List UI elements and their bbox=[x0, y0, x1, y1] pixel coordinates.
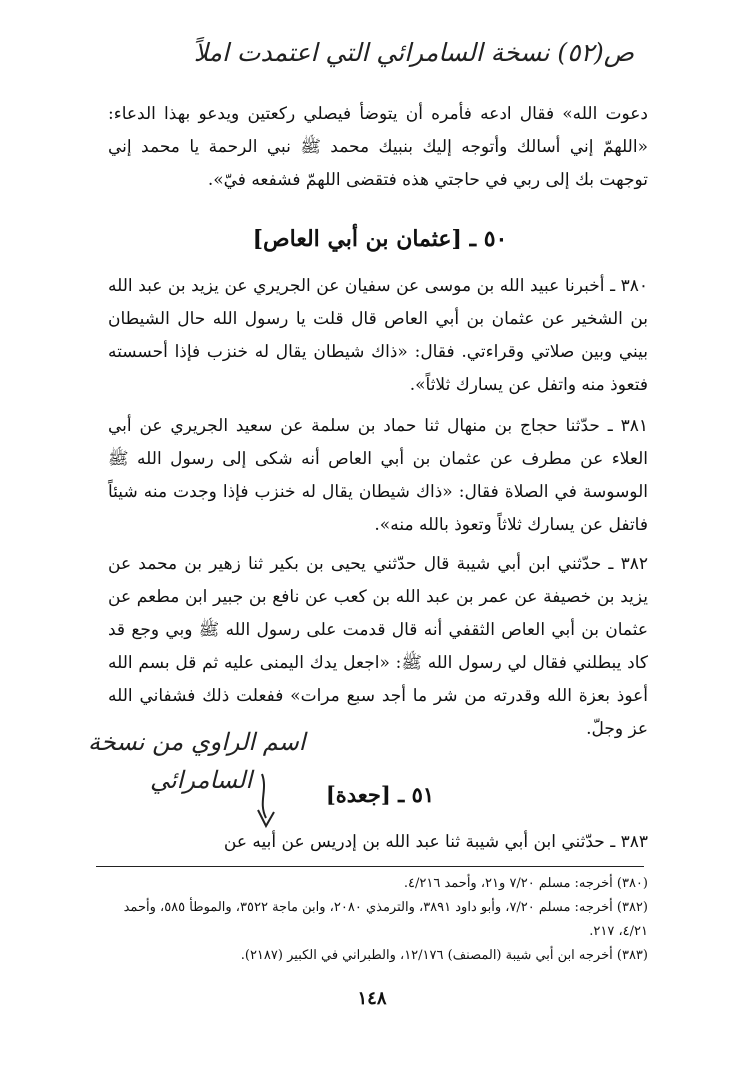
page-number: ١٤٨ bbox=[357, 988, 387, 1009]
handwritten-margin-note-line2: السامرائي bbox=[150, 766, 253, 794]
section-51-heading: ٥١ ـ [جعدة] bbox=[325, 782, 435, 807]
hadith-383: ٣٨٣ ـ حدّثني ابن أبي شيبة ثنا عبد الله بن إدريس عن أبيه عن bbox=[223, 832, 648, 852]
hadith-381: ٣٨١ ـ حدّثنا حجاج بن منهال ثنا حماد بن سلمة عن سعيد الجريري عن أبي العلاء عن مطرف عن عثمان بن أبي العاص أنه شكى إلى رسول الله ﷺ الوسوسة في الصلاة فقال: «ذاك شيطان يقال له خنزب فإذا وجدت منه شيئاً فاتفل عن يسارك ثلاثاً وتعوذ بالله منه». bbox=[108, 416, 648, 535]
footnote-382: (٣٨٢) أخرجه: مسلم ٧/٢٠، وأبو داود ٣٨٩١، والترمذي ٢٠٨٠، وابن ماجة ٣٥٢٢، والموطأ ٥٨٥، وأحمد ٤/٢١، ٢١٧. bbox=[123, 900, 648, 939]
handwritten-margin-note-line1: اسم الراوي من نسخة bbox=[88, 728, 306, 756]
footnote-380: (٣٨٠) أخرجه: مسلم ٧/٢٠ و٢١، وأحمد ٤/٢١٦. bbox=[403, 876, 648, 891]
hadith-382: ٣٨٢ ـ حدّثني ابن أبي شيبة قال حدّثني يحيى بن بكير ثنا زهير بن محمد عن يزيد بن خصيفة عن عمر بن عبد الله بن كعب عن نافع بن جبير ابن مطعم عن عثمان بن أبي العاص الثقفي أنه قال قدمت على رسول الله ﷺ وبي وجع قد كاد يبطلني فقال لي رسول الله ﷺ: «اجعل يدك اليمنى عليه ثم قل بسم الله أعوذ بعزة الله وقدرته من شر ما أجد سبع مرات» ففعلت ذلك فشفاني الله عز وجلّ. bbox=[108, 554, 648, 739]
intro-paragraph: دعوت الله» فقال ادعه فأمره أن يتوضأ فيصلي ركعتين ويدعو بهذا الدعاء: «اللهمّ إني أسالك وأتوجه إليك بنبيك محمد ﷺ نبي الرحمة يا محمد إني توجهت بك إلى ربي في حاجتي هذه فتقضى اللهمّ فشفعه فيّ». bbox=[108, 104, 648, 190]
hadith-380: ٣٨٠ ـ أخبرنا عبيد الله بن موسى عن سفيان عن الجريري عن يزيد بن عبد الله بن الشخير عن عثمان بن أبي العاص قال قلت يا رسول الله حال الشيطان بيني وبين صلاتي وقراءتي. فقال: «ذاك شيطان يقال له خنزب فإذا أحسسته فتعوذ منه واتفل عن يسارك ثلاثاً». bbox=[108, 276, 648, 395]
footnote-separator bbox=[96, 866, 644, 867]
handwritten-top-note: ص(٥٢) نسخة السامرائي التي اعتمدت املاً bbox=[193, 38, 634, 67]
section-50-heading: ٥٠ ـ [عثمان بن أبي العاص] bbox=[252, 226, 508, 252]
footnote-383: (٣٨٣) أخرجه ابن أبي شيبة (المصنف) ١٢/١٧٦، والطبراني في الكبير (٢١٨٧). bbox=[240, 948, 648, 963]
